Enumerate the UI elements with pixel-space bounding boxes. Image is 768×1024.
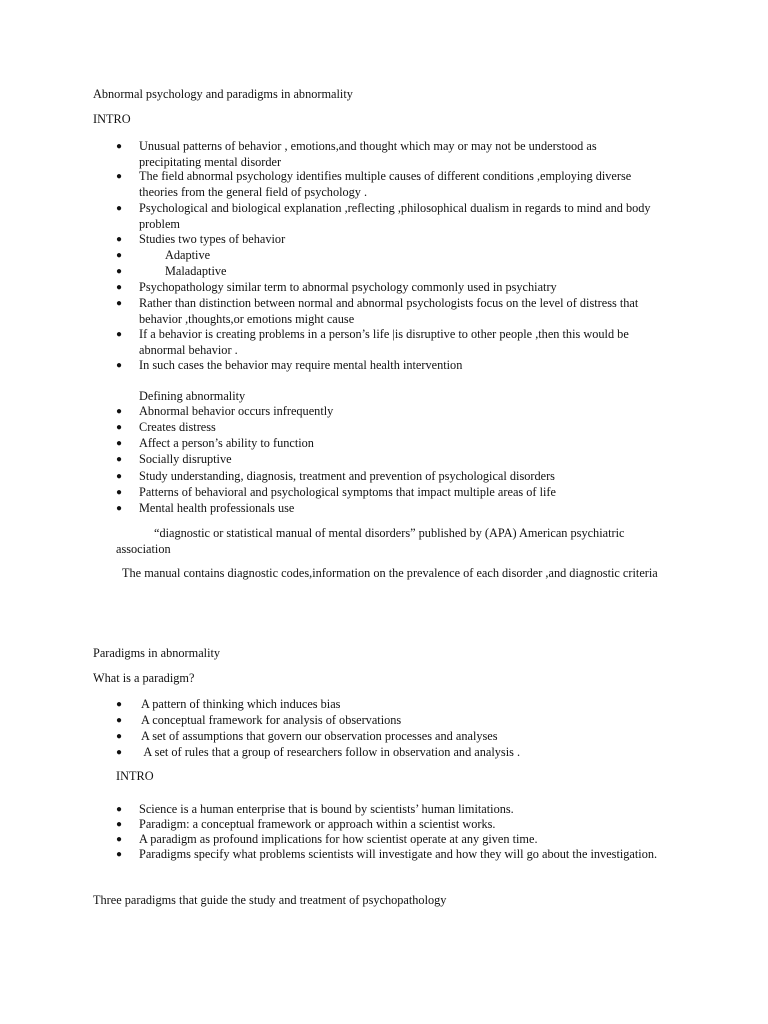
list-item: ● Studies two types of behavior: [116, 232, 286, 246]
bullet-icon: ●: [116, 454, 123, 465]
list-item: ● Maladaptive: [116, 264, 227, 278]
subheading: What is a paradigm?: [93, 671, 195, 685]
list-item: ● Abnormal behavior occurs infrequently: [116, 404, 334, 418]
list-item: ● Creates distress: [116, 420, 216, 434]
bullet-icon: ●: [116, 834, 123, 845]
bullet-icon: ●: [116, 503, 123, 514]
bullet-icon: ●: [116, 282, 123, 293]
list-item: ● A set of assumptions that govern our observation processes and analyses: [116, 729, 498, 743]
bullet-icon: ●: [116, 141, 123, 152]
list-item: ● Socially disruptive: [116, 452, 232, 466]
bullet-icon: ●: [116, 360, 123, 371]
bullet-icon: ●: [116, 438, 123, 449]
list-item: ● If a behavior is creating problems in a person’s life |is disruptive to other people ,then this would be abnormal behavior .: [116, 327, 629, 357]
list-item: ● Mental health professionals use: [116, 501, 295, 515]
bullet-icon: ●: [116, 406, 123, 417]
bullet-icon: ●: [116, 250, 123, 261]
section-heading: Defining abnormality: [139, 389, 246, 403]
bullet-icon: ●: [116, 203, 123, 214]
document-title: Abnormal psychology and paradigms in abnormality: [93, 87, 353, 101]
bullet-icon: ●: [116, 471, 123, 482]
list-item: ● Paradigms specify what problems scientists will investigate and how they will go about the investigation.: [116, 847, 658, 861]
list-item: ● Paradigm: a conceptual framework or approach within a scientist works.: [116, 817, 496, 831]
bullet-icon: ●: [116, 171, 123, 182]
section-heading: Paradigms in abnormality: [93, 646, 221, 660]
bullet-icon: ●: [116, 804, 123, 815]
bullet-icon: ●: [116, 329, 123, 340]
bullet-icon: ●: [116, 487, 123, 498]
list-item: ● Adaptive: [116, 248, 211, 262]
bullet-icon: ●: [116, 266, 123, 277]
closing-heading: Three paradigms that guide the study and treatment of psychopathology: [93, 893, 447, 907]
bullet-icon: ●: [116, 715, 123, 726]
list-item: ● Rather than distinction between normal and abnormal psychologists focus on the level of distress that behavior ,thoughts,or emotions might cause: [116, 296, 639, 326]
list-item: ● A set of rules that a group of researchers follow in observation and analysis .: [116, 745, 521, 759]
list-item: ● A conceptual framework for analysis of observations: [116, 713, 402, 727]
bullet-icon: ●: [116, 422, 123, 433]
dsm-paragraph: “diagnostic or statistical manual of mental disorders” published by (APA) American psychiatric association: [116, 526, 625, 556]
list-item: ● Affect a person’s ability to function: [116, 436, 314, 450]
list-item: ● In such cases the behavior may require mental health intervention: [116, 358, 463, 372]
list-item: ● Unusual patterns of behavior , emotions,and thought which may or may not be understood as precipitating mental disorder: [116, 139, 597, 169]
intro-heading: INTRO: [93, 112, 131, 126]
bullet-icon: ●: [116, 298, 123, 309]
bullet-icon: ●: [116, 234, 123, 245]
bullet-icon: ●: [116, 699, 123, 710]
list-item: ● Psychopathology similar term to abnormal psychology commonly used in psychiatry: [116, 280, 557, 294]
bullet-icon: ●: [116, 731, 123, 742]
list-item: ● A pattern of thinking which induces bias: [116, 697, 341, 711]
list-item: ● Psychological and biological explanation ,reflecting ,philosophical dualism in regards to mind and body problem: [116, 201, 651, 231]
list-item: ● A paradigm as profound implications for how scientist operate at any given time.: [116, 832, 538, 846]
bullet-icon: ●: [116, 819, 123, 830]
bullet-icon: ●: [116, 747, 123, 758]
list-item: ● Study understanding, diagnosis, treatment and prevention of psychological disorders: [116, 469, 555, 483]
list-item: ● Science is a human enterprise that is bound by scientists’ human limitations.: [116, 802, 514, 816]
list-item: ● Patterns of behavioral and psychological symptoms that impact multiple areas of life: [116, 485, 556, 499]
manual-paragraph: The manual contains diagnostic codes,information on the prevalence of each disorder ,and diagnostic criteria: [122, 566, 658, 580]
intro-heading: INTRO: [116, 769, 154, 783]
list-item: ● The field abnormal psychology identifies multiple causes of different conditions ,employing diverse theories from the general field of psychology .: [116, 169, 632, 199]
bullet-icon: ●: [116, 849, 123, 860]
